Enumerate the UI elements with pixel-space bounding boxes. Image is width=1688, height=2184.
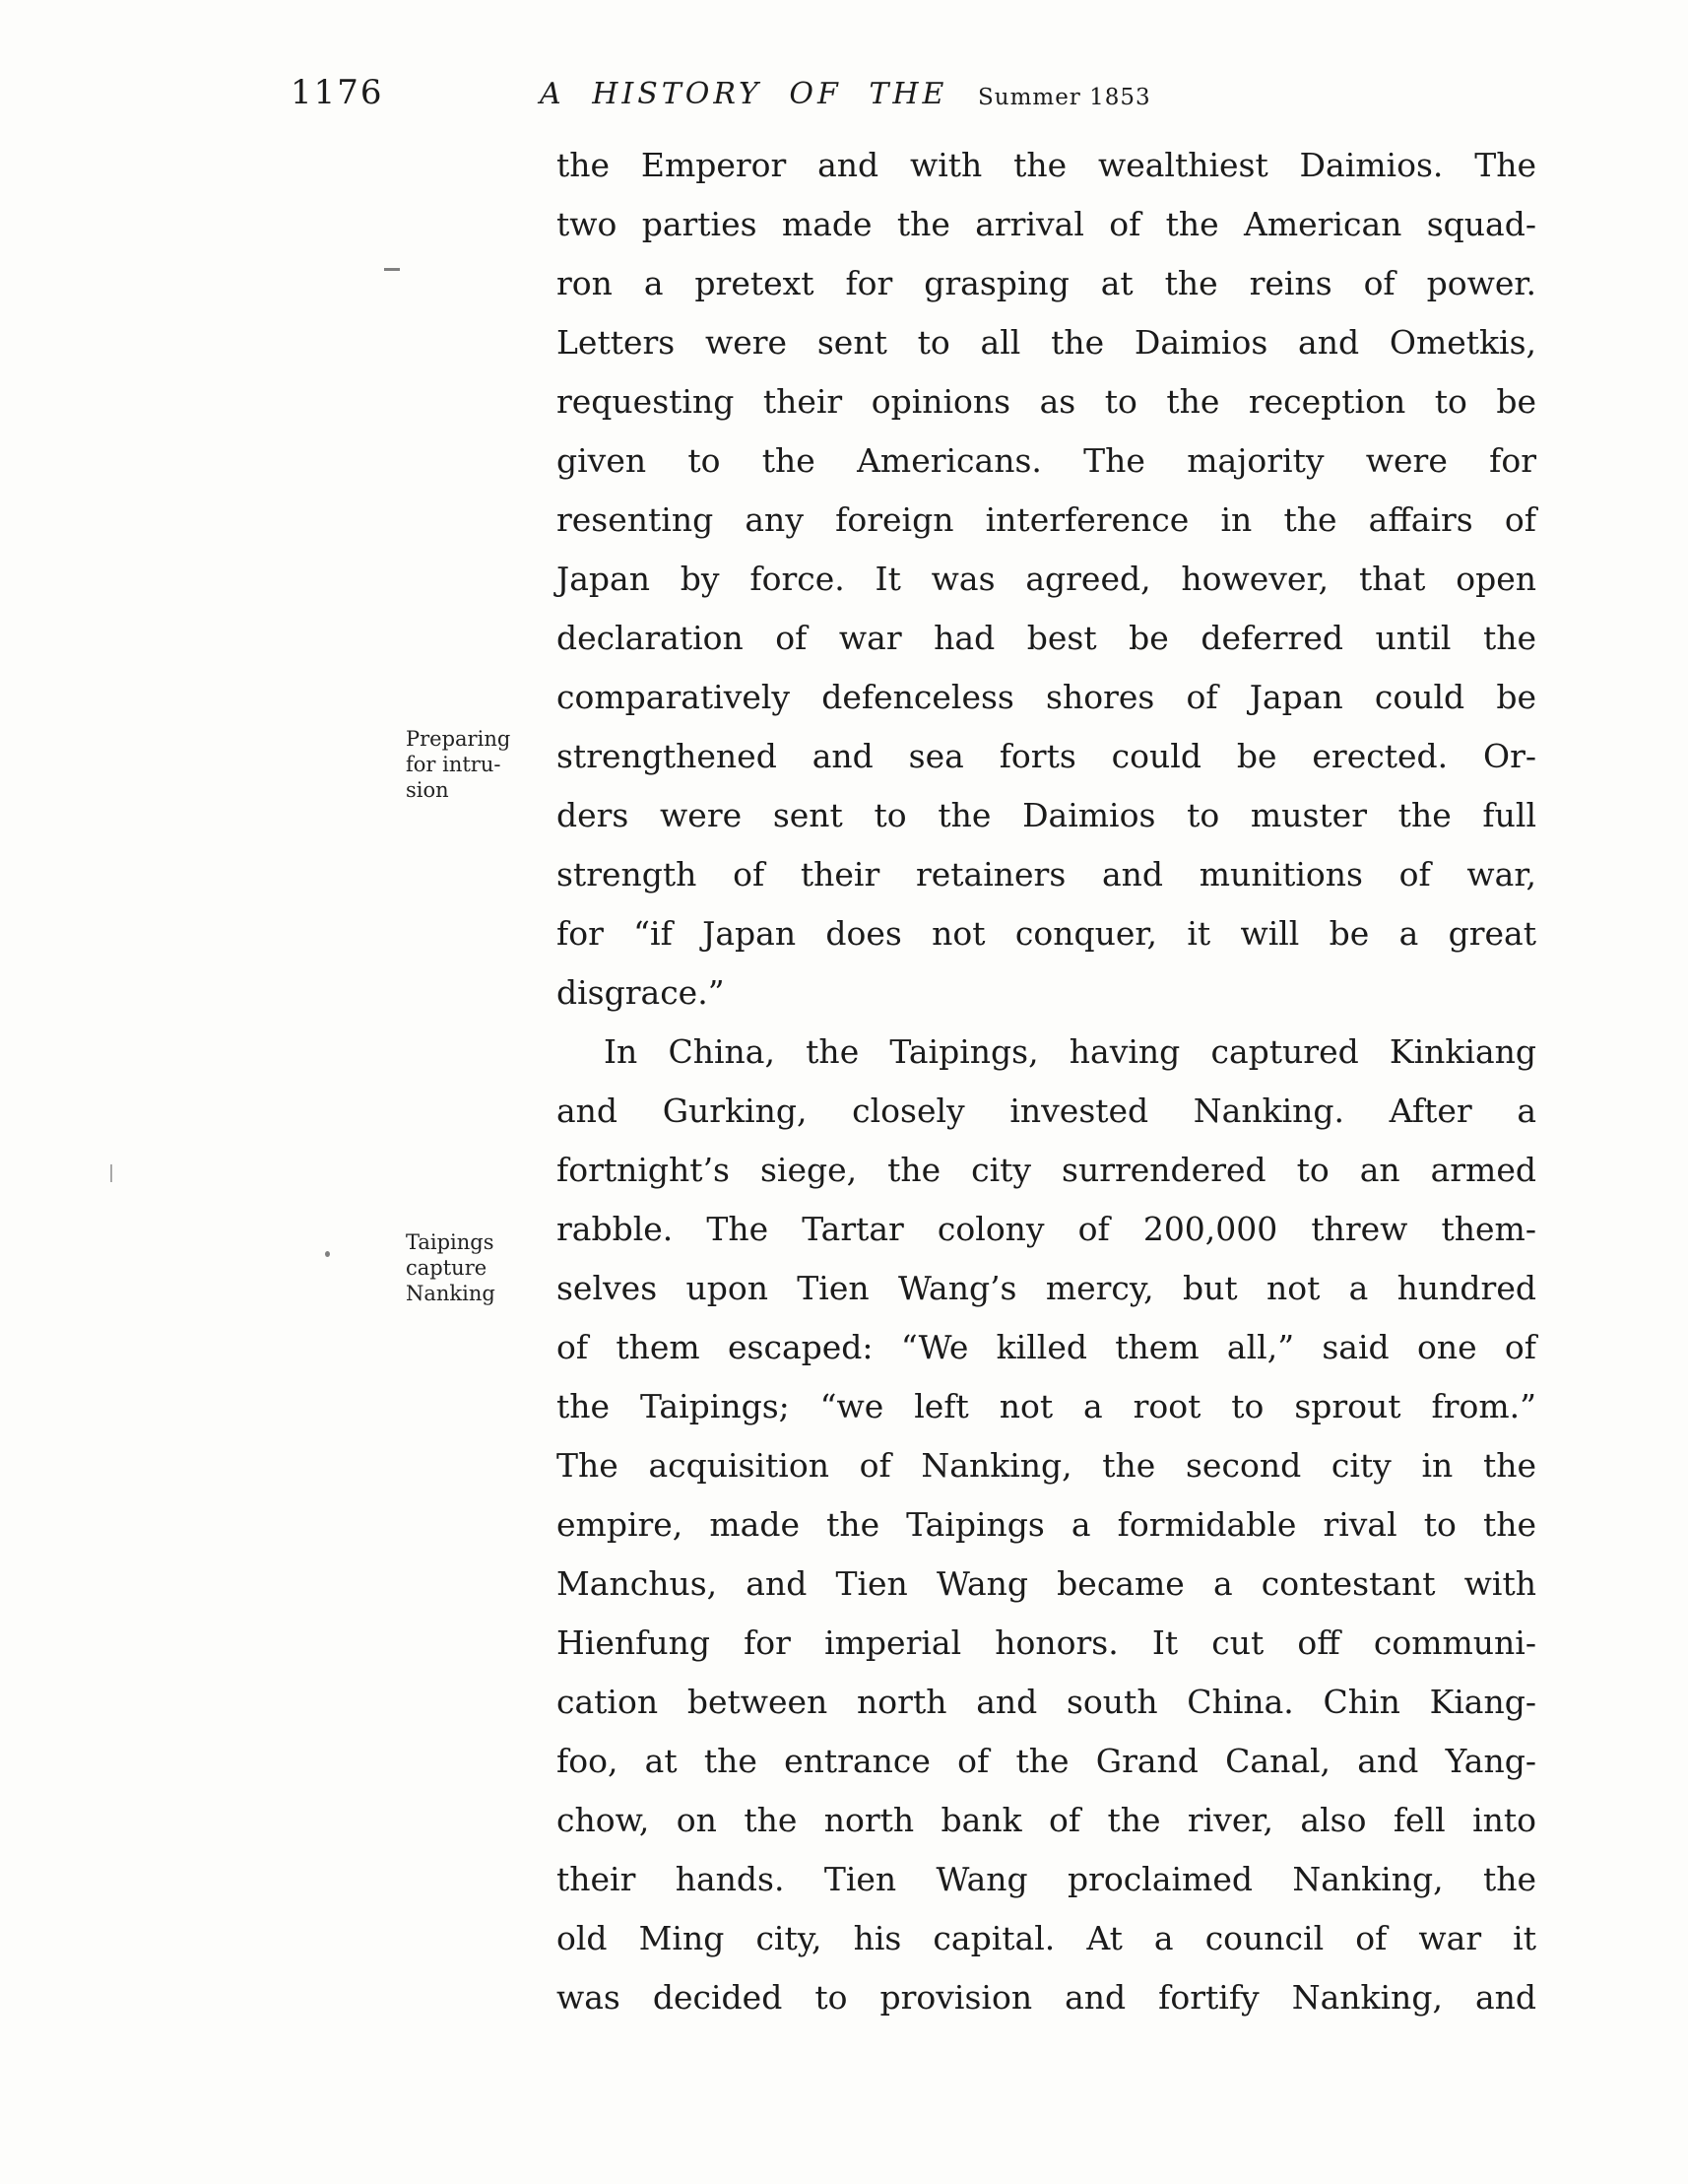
text-line: Hienfung for imperial honors. It cut off communi- [556, 1623, 1536, 1662]
text-line: Manchus, and Tien Wang became a contestant with [556, 1564, 1536, 1603]
scan-artifact-tick [110, 1164, 112, 1182]
text-line: cation between north and south China. Chin Kiang- [556, 1683, 1536, 1721]
text-line: disgrace.” [556, 973, 725, 1012]
margin-note-taipings-capture-nanking [406, 1229, 553, 1306]
text-line: declaration of war had best be deferred until the [556, 619, 1536, 657]
text-line: was decided to provision and fortify Nanking, and [556, 1978, 1536, 2017]
running-title: A HISTORY OF THE [540, 77, 948, 111]
text-line: chow, on the north bank of the river, also fell into [556, 1801, 1536, 1839]
text-line: given to the Americans. The majority were for [556, 441, 1536, 480]
text-column [556, 136, 1536, 2027]
scan-artifact-dot [325, 1251, 330, 1257]
text-line: two parties made the arrival of the American squad- [556, 205, 1536, 243]
text-line: strength of their retainers and munitions of war, [556, 855, 1536, 893]
text-line: rabble. The Tartar colony of 200,000 threw them- [556, 1210, 1536, 1248]
text-line: In China, the Taipings, having captured Kinkiang [604, 1032, 1536, 1071]
margin-note-line: capture [406, 1256, 487, 1280]
text-line: strengthened and sea forts could be erected. Or- [556, 737, 1536, 775]
text-line: ders were sent to the Daimios to muster the full [556, 796, 1536, 834]
text-line: and Gurking, closely invested Nanking. After a [556, 1092, 1536, 1130]
text-line: Japan by force. It was agreed, however, that open [556, 560, 1536, 598]
text-line: ron a pretext for grasping at the reins of power. [556, 264, 1536, 302]
text-line: their hands. Tien Wang proclaimed Nanking, the [556, 1860, 1536, 1898]
text-line: Letters were sent to all the Daimios and Ometkis, [556, 323, 1536, 362]
text-line: selves upon Tien Wang’s mercy, but not a hundred [556, 1269, 1536, 1307]
text-line: old Ming city, his capital. At a council of war it [556, 1919, 1536, 1957]
page-number: 1176 [291, 73, 384, 112]
text-line: requesting their opinions as to the reception to be [556, 382, 1536, 421]
scan-artifact-dash [384, 268, 400, 271]
text-line: fortnight’s siege, the city surrendered to an armed [556, 1151, 1536, 1189]
edition-date: Summer 1853 [978, 85, 1151, 110]
text-line: for “if Japan does not conquer, it will be a great [556, 914, 1536, 953]
text-line: the Emperor and with the wealthiest Daimios. The [556, 146, 1536, 184]
text-line: of them escaped: “We killed them all,” said one of [556, 1328, 1536, 1366]
margin-note-line: Nanking [406, 1282, 495, 1305]
text-line: comparatively defenceless shores of Japan could be [556, 678, 1536, 716]
text-line: The acquisition of Nanking, the second city in the [556, 1446, 1536, 1485]
text-line: foo, at the entrance of the Grand Canal, and Yang- [556, 1742, 1536, 1780]
text-line: resenting any foreign interference in the affairs of [556, 500, 1536, 539]
margin-note-line: sion [406, 778, 449, 802]
text-line: the Taipings; “we left not a root to sprout from.” [556, 1387, 1536, 1425]
margin-note-line: for intru- [406, 753, 501, 776]
margin-note-line: Taipings [406, 1230, 494, 1254]
margin-note-line: Preparing [406, 727, 511, 751]
text-line: empire, made the Taipings a formidable rival to the [556, 1505, 1536, 1544]
margin-note-preparing-for-intrusion [406, 726, 553, 803]
